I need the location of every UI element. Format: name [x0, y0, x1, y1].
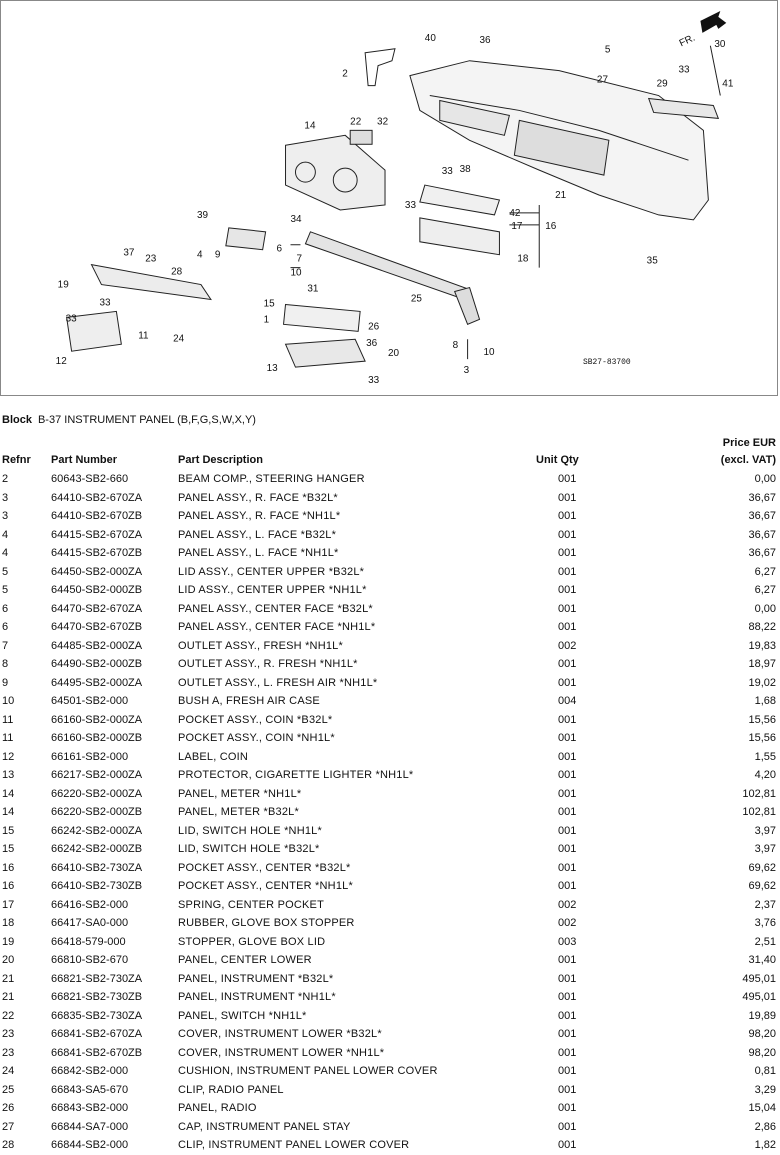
refnr-cell: 15 [2, 843, 15, 855]
price-cell: 18,97 [748, 658, 776, 670]
refnr-cell: 19 [2, 935, 15, 948]
description-cell: PANEL, RADIO [178, 1102, 257, 1114]
callout: 33 [65, 313, 77, 325]
diagram-code: SB27-83700 [583, 358, 631, 368]
description-cell: CLIP, INSTRUMENT PANEL LOWER COVER [178, 1139, 410, 1151]
table-row[interactable] [0, 489, 780, 508]
description-cell: COVER, INSTRUMENT LOWER *NH1L* [178, 1046, 385, 1059]
refnr-cell: 7 [2, 639, 9, 652]
unit-qty-cell: 001 [558, 1065, 577, 1077]
description-cell: CUSHION, INSTRUMENT PANEL LOWER COVER [178, 1065, 438, 1077]
callout: 24 [173, 333, 185, 345]
table-row[interactable] [0, 748, 780, 767]
refnr-cell: 14 [2, 806, 15, 818]
description-cell: BUSH A, FRESH AIR CASE [178, 695, 320, 707]
table-row[interactable] [0, 1062, 780, 1081]
price-cell: 3,29 [754, 1083, 776, 1096]
callout: 31 [307, 283, 319, 295]
callout: 41 [722, 78, 734, 90]
description-cell: CAP, INSTRUMENT PANEL STAY [178, 1120, 351, 1133]
callout: 18 [517, 253, 529, 265]
refnr-cell: 23 [2, 1028, 15, 1040]
part-number-cell: 66410-SB2-730ZA [51, 861, 143, 874]
callout: 16 [545, 220, 557, 232]
unit-qty-cell: 001 [558, 547, 577, 559]
part-number-cell: 66844-SA7-000 [51, 1120, 129, 1133]
table-row[interactable] [0, 1044, 780, 1063]
part-number-cell: 60643-SB2-660 [51, 473, 129, 485]
price-cell: 495,01 [742, 991, 776, 1003]
price-cell: 2,51 [754, 935, 776, 948]
table-row[interactable] [0, 970, 780, 989]
callout: 9 [214, 249, 221, 261]
part-number-cell: 64501-SB2-000 [51, 695, 129, 707]
part-number-cell: 66417-SA0-000 [51, 917, 129, 929]
unit-qty-cell: 002 [558, 917, 577, 929]
unit-qty-cell: 002 [558, 639, 577, 652]
callout: 8 [452, 340, 459, 352]
callout: 35 [646, 255, 658, 267]
callout: 3 [463, 365, 470, 377]
table-row[interactable] [0, 1081, 780, 1100]
price-cell: 0,00 [754, 473, 776, 485]
table-row[interactable] [0, 840, 780, 859]
table-row[interactable] [0, 692, 780, 711]
table-row[interactable] [0, 618, 780, 637]
refnr-cell: 9 [2, 676, 9, 689]
unit-qty-cell: 001 [558, 1139, 577, 1151]
unit-qty-cell: 001 [558, 1028, 577, 1040]
refnr-cell: 25 [2, 1083, 15, 1096]
callout: 12 [55, 356, 67, 368]
callout: 30 [714, 38, 726, 50]
col-part-number: Part Number [51, 454, 118, 466]
unit-qty-cell: 004 [558, 695, 577, 707]
description-cell: PANEL ASSY., CENTER FACE *B32L* [178, 602, 373, 615]
callout: 33 [99, 297, 111, 309]
description-cell: PANEL, SWITCH *NH1L* [178, 1009, 307, 1022]
refnr-cell: 15 [2, 824, 15, 837]
unit-qty-cell: 001 [558, 732, 577, 744]
table-row[interactable] [0, 1136, 780, 1155]
price-cell: 102,81 [742, 806, 776, 818]
refnr-cell: 2 [2, 473, 9, 485]
price-cell: 0,00 [754, 602, 776, 615]
unit-qty-cell: 001 [558, 510, 577, 522]
table-row[interactable] [0, 655, 780, 674]
callout: 21 [555, 190, 567, 201]
unit-qty-cell: 001 [558, 1083, 577, 1096]
table-row[interactable] [0, 544, 780, 563]
callout: 29 [656, 78, 668, 90]
price-cell: 15,56 [748, 732, 776, 744]
part-number-cell: 66835-SB2-730ZA [51, 1009, 143, 1022]
description-cell: PANEL ASSY., L. FACE *B32L* [178, 528, 337, 541]
refnr-cell: 24 [2, 1065, 15, 1077]
price-cell: 98,20 [748, 1046, 776, 1059]
price-cell: 1,68 [754, 695, 776, 707]
parts-table-header [0, 436, 780, 470]
unit-qty-cell: 001 [558, 1120, 577, 1133]
description-cell: PANEL ASSY., R. FACE *B32L* [178, 491, 338, 504]
description-cell: PANEL, CENTER LOWER [178, 954, 312, 966]
part-number-cell: 64410-SB2-670ZB [51, 510, 143, 522]
refnr-cell: 3 [2, 510, 9, 522]
callout: 19 [57, 279, 69, 291]
price-cell: 3,97 [754, 824, 776, 837]
description-cell: PANEL ASSY., CENTER FACE *NH1L* [178, 621, 376, 633]
refnr-cell: 18 [2, 917, 15, 929]
part-number-cell: 66842-SB2-000 [51, 1065, 129, 1077]
table-row[interactable] [0, 470, 780, 489]
description-cell: CLIP, RADIO PANEL [178, 1083, 284, 1096]
price-cell: 36,67 [748, 528, 776, 541]
refnr-cell: 6 [2, 621, 9, 633]
callout: 10 [290, 267, 302, 279]
block-label: Block [2, 414, 32, 426]
part-number-cell: 64470-SB2-670ZB [51, 621, 143, 633]
table-row[interactable] [0, 507, 780, 526]
col-part-description: Part Description [178, 454, 263, 466]
table-row[interactable] [0, 637, 780, 656]
table-row[interactable] [0, 1118, 780, 1137]
table-row[interactable] [0, 1025, 780, 1044]
callout: 15 [263, 298, 275, 310]
callout: 17 [511, 220, 523, 232]
description-cell: POCKET ASSY., CENTER *NH1L* [178, 880, 353, 892]
callout: 38 [459, 164, 471, 176]
refnr-cell: 5 [2, 584, 9, 596]
block-name: B-37 INSTRUMENT PANEL (B,F,G,S,W,X,Y) [37, 414, 256, 426]
table-row[interactable] [0, 859, 780, 878]
price-cell: 1,55 [754, 750, 776, 763]
unit-qty-cell: 001 [558, 843, 577, 855]
price-cell: 15,56 [748, 713, 776, 726]
part-number-cell: 66217-SB2-000ZA [51, 769, 143, 781]
callout: 1 [263, 314, 270, 326]
description-cell: PROTECTOR, CIGARETTE LIGHTER *NH1L* [178, 769, 414, 781]
unit-qty-cell: 001 [558, 584, 577, 596]
table-row[interactable] [0, 1099, 780, 1118]
price-cell: 36,67 [748, 491, 776, 504]
col-price-line2: (excl. VAT) [720, 454, 776, 466]
refnr-cell: 11 [2, 732, 14, 744]
callout: 7 [296, 253, 303, 265]
table-row[interactable] [0, 526, 780, 545]
table-row[interactable] [0, 563, 780, 582]
refnr-cell: 5 [2, 565, 9, 578]
part-number-cell: 64485-SB2-000ZA [51, 639, 143, 652]
description-cell: LID ASSY., CENTER UPPER *NH1L* [178, 584, 367, 596]
unit-qty-cell: 001 [558, 491, 577, 504]
parts-table-body [0, 470, 780, 1155]
part-number-cell: 64450-SB2-000ZB [51, 584, 143, 596]
price-cell: 495,01 [742, 972, 776, 985]
part-number-cell: 64495-SB2-000ZA [51, 676, 143, 689]
callout: 11 [138, 330, 149, 342]
table-row[interactable] [0, 711, 780, 730]
price-cell: 2,37 [754, 898, 776, 911]
callout: 6 [276, 243, 283, 255]
callout: 33 [678, 64, 690, 76]
refnr-cell: 16 [2, 861, 15, 874]
description-cell: PANEL, METER *B32L* [178, 806, 299, 818]
callout: 40 [424, 32, 436, 44]
callout: 37 [123, 247, 135, 259]
table-row[interactable] [0, 951, 780, 970]
refnr-cell: 10 [2, 695, 15, 707]
refnr-cell: 16 [2, 880, 15, 892]
price-cell: 15,04 [748, 1102, 776, 1114]
part-number-cell: 64470-SB2-670ZA [51, 602, 143, 615]
part-number-cell: 66220-SB2-000ZA [51, 787, 143, 800]
description-cell: STOPPER, GLOVE BOX LID [178, 935, 326, 948]
part-number-cell: 66843-SB2-000 [51, 1102, 129, 1114]
part-number-cell: 66242-SB2-000ZA [51, 824, 143, 837]
refnr-cell: 4 [2, 547, 9, 559]
part-number-cell: 66821-SB2-730ZB [51, 991, 143, 1003]
table-row[interactable] [0, 988, 780, 1007]
part-number-cell: 64415-SB2-670ZB [51, 547, 143, 559]
price-cell: 88,22 [748, 621, 776, 633]
unit-qty-cell: 001 [558, 806, 577, 818]
table-row[interactable] [0, 581, 780, 600]
unit-qty-cell: 001 [558, 602, 577, 615]
callout: 32 [377, 116, 389, 128]
unit-qty-cell: 001 [558, 565, 577, 578]
table-row[interactable] [0, 1007, 780, 1026]
table-row[interactable] [0, 822, 780, 841]
refnr-cell: 23 [2, 1046, 15, 1059]
part-number-cell: 66160-SB2-000ZB [51, 732, 143, 744]
unit-qty-cell: 001 [558, 713, 577, 726]
callout: 36 [479, 34, 491, 46]
unit-qty-cell: 001 [558, 861, 577, 874]
description-cell: SPRING, CENTER POCKET [178, 898, 324, 911]
description-cell: LID ASSY., CENTER UPPER *B32L* [178, 565, 365, 578]
unit-qty-cell: 001 [558, 750, 577, 763]
table-row[interactable] [0, 933, 780, 952]
price-cell: 1,82 [754, 1139, 776, 1151]
direction-label: FR. [677, 32, 697, 50]
part-number-cell: 66416-SB2-000 [51, 898, 129, 911]
price-cell: 69,62 [748, 880, 776, 892]
unit-qty-cell: 001 [558, 676, 577, 689]
part-number-cell: 66844-SB2-000 [51, 1139, 129, 1151]
part-number-cell: 66220-SB2-000ZB [51, 806, 143, 818]
part-number-cell: 66841-SB2-670ZA [51, 1028, 143, 1040]
callout: 23 [145, 253, 157, 265]
table-row[interactable] [0, 766, 780, 785]
col-refnr: Refnr [2, 454, 31, 466]
unit-qty-cell: 001 [558, 991, 577, 1003]
table-row[interactable] [0, 896, 780, 915]
description-cell: POCKET ASSY., CENTER *B32L* [178, 861, 351, 874]
unit-qty-cell: 001 [558, 528, 577, 541]
description-cell: PANEL ASSY., R. FACE *NH1L* [178, 510, 341, 522]
callout: 33 [441, 166, 453, 178]
callout: 22 [350, 116, 362, 128]
refnr-cell: 27 [2, 1120, 15, 1133]
part-number-cell: 64450-SB2-000ZA [51, 565, 143, 578]
price-cell: 31,40 [748, 954, 776, 966]
part-number-cell: 66418-579-000 [51, 935, 126, 948]
callout: 42 [509, 207, 521, 219]
unit-qty-cell: 001 [558, 621, 577, 633]
table-row[interactable] [0, 803, 780, 822]
callout: 36 [366, 338, 378, 350]
price-cell: 0,81 [754, 1065, 776, 1077]
parts-diagram [0, 0, 778, 396]
callout-numbers [56, 33, 734, 386]
part-number-cell: 66160-SB2-000ZA [51, 713, 143, 726]
col-price-line1: Price EUR [722, 437, 776, 449]
table-row[interactable] [0, 674, 780, 693]
refnr-cell: 3 [2, 491, 9, 504]
price-cell: 19,83 [748, 639, 776, 652]
callout: 33 [368, 375, 380, 387]
unit-qty-cell: 001 [558, 658, 577, 670]
description-cell: COVER, INSTRUMENT LOWER *B32L* [178, 1028, 382, 1040]
price-cell: 102,81 [742, 787, 776, 800]
part-number-cell: 66821-SB2-730ZA [51, 972, 143, 985]
price-cell: 19,02 [748, 676, 776, 689]
unit-qty-cell: 001 [558, 769, 577, 781]
description-cell: PANEL, METER *NH1L* [178, 787, 302, 800]
refnr-cell: 21 [2, 972, 15, 985]
callout: 34 [290, 213, 302, 225]
unit-qty-cell: 001 [558, 880, 577, 892]
parts-table [0, 436, 780, 1155]
callout: 20 [388, 348, 400, 360]
description-cell: RUBBER, GLOVE BOX STOPPER [178, 917, 355, 929]
description-cell: PANEL, INSTRUMENT *B32L* [178, 972, 334, 985]
description-cell: PANEL, INSTRUMENT *NH1L* [178, 991, 336, 1003]
price-cell: 36,67 [748, 510, 776, 522]
description-cell: POCKET ASSY., COIN *NH1L* [178, 732, 335, 744]
refnr-cell: 22 [2, 1009, 15, 1022]
unit-qty-cell: 001 [558, 972, 577, 985]
price-cell: 2,86 [754, 1120, 776, 1133]
callout: 13 [266, 363, 278, 375]
refnr-cell: 6 [2, 602, 9, 615]
description-cell: OUTLET ASSY., FRESH *NH1L* [178, 639, 343, 652]
part-number-cell: 66242-SB2-000ZB [51, 843, 143, 855]
description-cell: BEAM COMP., STEERING HANGER [178, 473, 365, 485]
description-cell: PANEL ASSY., L. FACE *NH1L* [178, 547, 339, 559]
price-cell: 3,76 [754, 917, 776, 929]
price-cell: 36,67 [748, 547, 776, 559]
refnr-cell: 17 [2, 898, 15, 911]
callout: 10 [483, 347, 495, 359]
callout: 14 [304, 120, 316, 132]
callout: 33 [404, 199, 416, 211]
refnr-cell: 12 [2, 750, 15, 763]
description-cell: POCKET ASSY., COIN *B32L* [178, 713, 333, 726]
block-title [2, 414, 256, 426]
price-cell: 19,89 [748, 1009, 776, 1022]
price-cell: 3,97 [754, 843, 776, 855]
part-number-cell: 66161-SB2-000 [51, 750, 129, 763]
unit-qty-cell: 003 [558, 935, 577, 948]
refnr-cell: 13 [2, 769, 15, 781]
price-cell: 69,62 [748, 861, 776, 874]
price-cell: 98,20 [748, 1028, 776, 1040]
refnr-cell: 26 [2, 1102, 15, 1114]
price-cell: 4,20 [754, 769, 776, 781]
callout: 28 [171, 266, 183, 278]
table-row[interactable] [0, 914, 780, 933]
unit-qty-cell: 001 [558, 824, 577, 837]
callout: 4 [196, 249, 203, 261]
part-number-cell: 66843-SA5-670 [51, 1083, 129, 1096]
callout: 5 [604, 44, 611, 56]
unit-qty-cell: 001 [558, 473, 577, 485]
unit-qty-cell: 001 [558, 1102, 577, 1114]
refnr-cell: 21 [2, 991, 15, 1003]
unit-qty-cell: 001 [558, 787, 577, 800]
refnr-cell: 28 [2, 1139, 15, 1151]
part-number-cell: 64490-SB2-000ZB [51, 658, 143, 670]
refnr-cell: 11 [2, 713, 14, 726]
callout: 26 [368, 321, 380, 333]
table-row[interactable] [0, 785, 780, 804]
refnr-cell: 14 [2, 787, 15, 800]
callout: 27 [596, 74, 609, 86]
description-cell: LABEL, COIN [178, 750, 249, 763]
description-cell: LID, SWITCH HOLE *NH1L* [178, 824, 322, 837]
refnr-cell: 20 [2, 954, 15, 966]
part-number-cell: 66410-SB2-730ZB [51, 880, 143, 892]
callout: 39 [196, 209, 209, 221]
description-cell: OUTLET ASSY., L. FRESH AIR *NH1L* [178, 676, 378, 689]
unit-qty-cell: 001 [558, 1009, 577, 1022]
callout: 2 [342, 68, 348, 80]
part-number-cell: 64410-SB2-670ZA [51, 491, 143, 504]
table-row[interactable] [0, 877, 780, 896]
part-number-cell: 66810-SB2-670 [51, 954, 129, 966]
part-number-cell: 64415-SB2-670ZA [51, 528, 143, 541]
unit-qty-cell: 002 [558, 898, 577, 911]
unit-qty-cell: 001 [558, 954, 577, 966]
price-cell: 6,27 [754, 584, 776, 596]
description-cell: LID, SWITCH HOLE *B32L* [178, 843, 320, 855]
exploded-view-illustration [1, 1, 777, 395]
price-cell: 6,27 [754, 565, 776, 578]
refnr-cell: 8 [2, 658, 9, 670]
col-unit-qty: Unit Qty [536, 454, 579, 466]
table-row[interactable] [0, 600, 780, 619]
unit-qty-cell: 001 [558, 1046, 577, 1059]
table-row[interactable] [0, 729, 780, 748]
refnr-cell: 4 [2, 528, 9, 541]
callout: 25 [410, 293, 422, 305]
description-cell: OUTLET ASSY., R. FRESH *NH1L* [178, 658, 358, 670]
part-number-cell: 66841-SB2-670ZB [51, 1046, 143, 1059]
